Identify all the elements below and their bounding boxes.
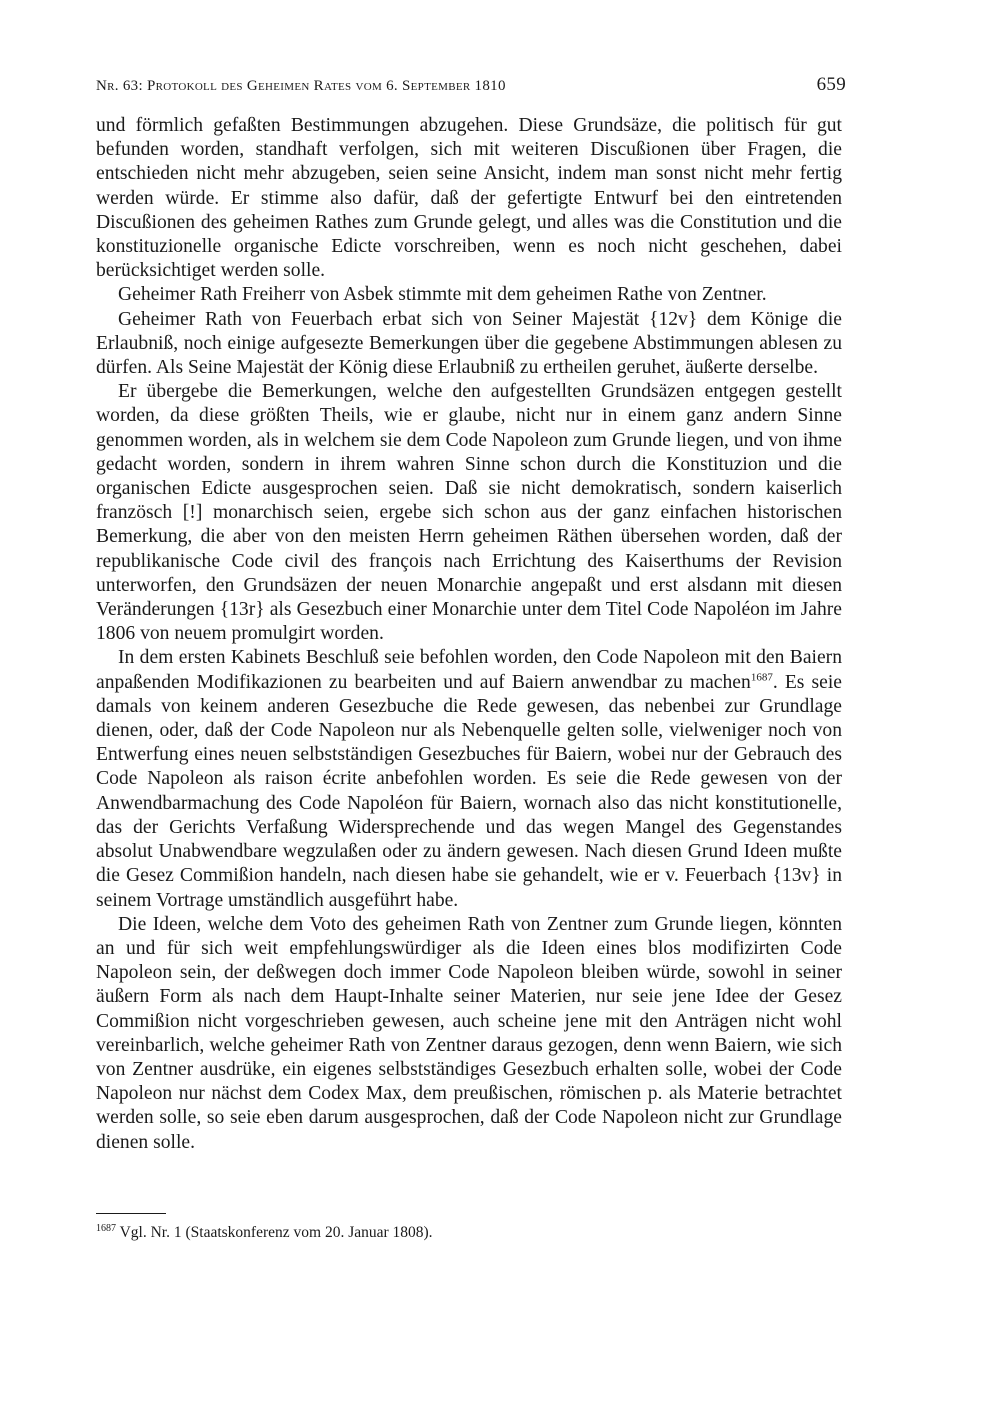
paragraph: Geheimer Rath Freiherr von Asbek stimmte mit dem geheimen Rathe von Zentner. (118, 284, 767, 306)
paragraph-text: . Es seie damals von keinem anderen Gesezbuche die Rede gewesen, das nebenbei zur Grundlage dienen, oder, daß der Code Napoleon nur als Nebenquelle gelten solle, vielweniger noch von Entwerfung eines neuen selbstständigen Gesezbuches für Baiern, wobei nur der Gebrauch des Code Napoleon als raison écrite anbefohlen worden. Es seie die Rede gewesen von der Anwendbarmachung des Code Napoléon für Baiern, wornach also das nicht konstitutionelle, das der Gerichts Verfaßung Widersprechende und das wegen Mangel des Gegenstandes absolut Unabwendbare wegzulaßen oder zu ändern gewesen. Nach diesen Grund Ideen mußte die Gesez Commißion handeln, nach diesen habe sie gehandelt, wie er v. Feuerbach {13v} in seinem Vortrage umständlich ausgeführt habe. (96, 671, 842, 911)
page-number: 659 (816, 74, 846, 95)
body-text (96, 114, 842, 1155)
footnote (96, 1223, 842, 1243)
footnote-number: 1687 (96, 1222, 116, 1234)
running-header-title: Nr. 63: Protokoll des Geheimen Rates vom 6. September 1810 (96, 78, 506, 94)
paragraph (96, 646, 842, 912)
footnote-reference[interactable]: 1687 (750, 671, 773, 684)
paragraph: und förmlich gefaßten Bestimmungen abzugehen. Diese Grundsäze, die politisch für gut befunden worden, standhaft verfolgen, sich mit weiteren Discußionen über Fragen, die entschieden nicht mehr abzugeben, seien seine Ansicht, indem man sonst nicht mehr fertig werden würde. Er stimme also dafür, daß der gefertigte Entwurf bei den eintretenden Discußionen des geheimen Rathes zum Grunde gelegt, und alles was die Constitution und die konstituzionelle organische Edicte vorschreiben, wenn es noch nicht geschehen, dabei berücksichtiget werden solle. (96, 115, 842, 282)
paragraph: Geheimer Rath von Feuerbach erbat sich von Seiner Majestät {12v} dem Könige die Erlaubniß, noch einige aufgesezte Bemerkungen über die gegebene Abstimmungen ablesen zu dürfen. Als Seine Majestät der König diese Erlaubniß zu ertheilen geruhet, äußerte derselbe. (96, 308, 842, 379)
footnote-text: Vgl. Nr. 1 (Staatskonferenz vom 20. Januar 1808). (119, 1224, 433, 1241)
running-header (96, 74, 846, 98)
paragraph-text: In dem ersten Kabinets Beschluß seie befohlen worden, den Code Napoleon mit den Baiern anpaßenden Modifikazionen zu bearbeiten und auf Baiern anwendbar zu machen (96, 647, 842, 693)
paragraph: Er übergebe die Bemerkungen, welche den aufgestellten Grundsäzen entgegen gestellt worden, da diese größten Theils, wie er glaube, nicht nur in einem ganz andern Sinne genommen worden, als in welchem sie dem Code Napoleon zum Grunde liegen, und von ihme gedacht worden, sondern in ihrem wahren Sinne schon durch die Konstituzion und die organischen Edicte ausgesprochen seien. Daß sie nicht demokratisch, sondern kaiserlich französch [!] monarchisch seien, ergebe sich schon aus der ganz einfachen historischen Bemerkung, die aber von den meisten Herrn geheimen Räthen übersehen worden, daß der republikanische Code civil des françois nach Errichtung des Kaiserthums der Revision unterworfen, den Grundsäzen der neuen Monarchie angepaßt und erst alsdann mit diesen Veränderungen {13r} als Gesezbuch einer Monarchie unter dem Titel Code Napoléon im Jahre 1806 von neuem promulgirt worden. (96, 381, 842, 645)
paragraph: Die Ideen, welche dem Voto des geheimen Rath von Zentner zum Grunde liegen, könnten an und für sich weit empfehlungswürdiger als die Ideen eines blos modifizirten Code Napoleon sein, der deßwegen doch immer Code Napoleon bleiben würde, sowohl in seiner äußern Form als nach dem Haupt-Inhalte seiner Materien, nur seie jene Idee der Gesez Commißion nicht vorgeschrieben gewesen, auch scheine jene mit den Anträgen nicht wohl vereinbarlich, welche geheimer Rath von Zentner daraus gezogen, denn wenn Baiern, wie sich von Zentner ausdrüke, ein eigenes selbstständiges Gesezbuch erhalten solle, wobei der Code Napoleon nur nächst dem Codex Max, dem preußischen, römischen p. als Materie betrachtet werden solle, so seie eben darum ausgesprochen, daß der Code Napoleon nicht zur Grundlage dienen solle. (96, 913, 842, 1153)
footnote-divider (96, 1213, 166, 1214)
